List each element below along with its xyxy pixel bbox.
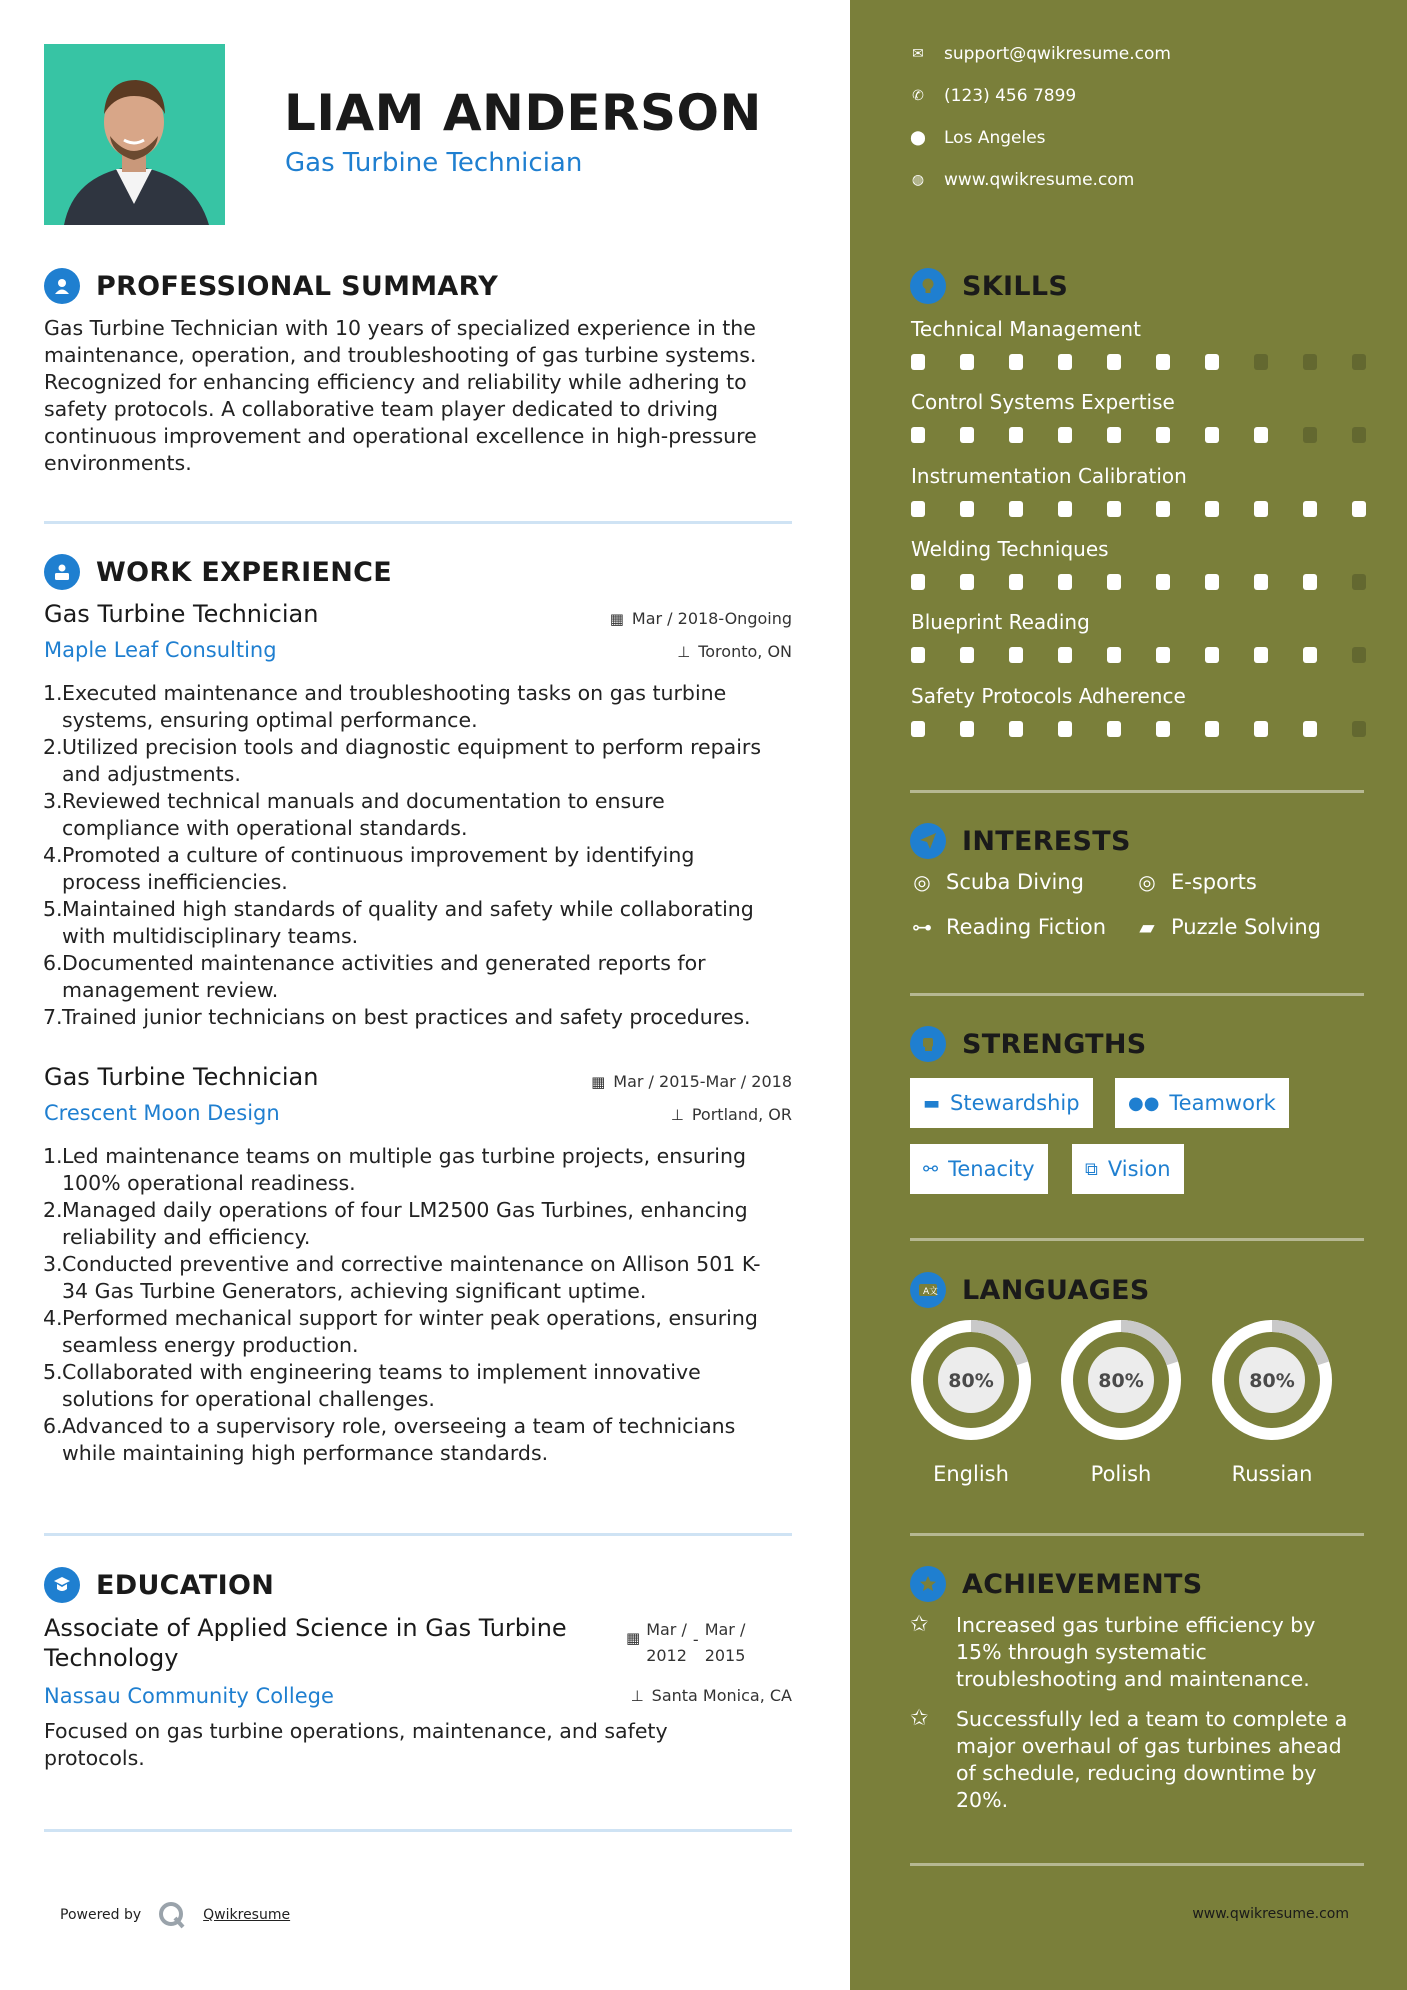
job-location: ⊥ Toronto, ON	[677, 642, 792, 661]
interest-item: ◎ E-sports	[1135, 870, 1257, 894]
list-item: 2. Utilized precision tools and diagnostic equipment to perform repairs and adjustments.	[43, 735, 762, 786]
skill-dot	[1107, 501, 1121, 517]
divider	[44, 1829, 792, 1832]
strengths-heading: STRENGTHS	[910, 1026, 1147, 1062]
skill-rating	[911, 501, 1401, 517]
calendar-icon: ▦	[591, 1072, 606, 1091]
skill-dot	[960, 354, 974, 370]
life-ring-icon: ◎	[1138, 870, 1156, 894]
candidate-name: LIAM ANDERSON	[284, 84, 762, 142]
strength-chip: ▬ Stewardship	[910, 1078, 1093, 1128]
candidate-title: Gas Turbine Technician	[285, 148, 583, 178]
skill-dot	[1352, 647, 1366, 663]
skill-dot	[911, 574, 925, 590]
contact-phone[interactable]: ✆ (123) 456 7899	[910, 86, 1076, 106]
language-progress-ring	[909, 1318, 1033, 1442]
book-icon: ▰	[1139, 915, 1155, 939]
skill-rating	[911, 647, 1401, 663]
strength-chip: ⚯ Tenacity	[910, 1144, 1048, 1194]
skill-dot	[911, 501, 925, 517]
job-dates: ▦ Mar / 2015-Mar / 2018	[591, 1072, 792, 1091]
achievement-item: ✩ Successfully led a team to complete a major overhaul of gas turbines ahead of schedule, reducing downtime by 20%.	[910, 1706, 1348, 1812]
star-icon: ✩	[910, 1706, 929, 1731]
skill-dot	[1352, 721, 1366, 737]
skill-dot	[1303, 647, 1317, 663]
skill-dot	[1156, 354, 1170, 370]
experience-heading: WORK EXPERIENCE	[44, 554, 392, 590]
skill-dot	[1009, 721, 1023, 737]
skill-dot	[960, 574, 974, 590]
skill-dot	[1156, 574, 1170, 590]
divider	[910, 790, 1364, 793]
paper-plane-icon	[910, 823, 946, 859]
divider	[910, 993, 1364, 996]
skill-name: Welding Techniques	[911, 537, 1109, 561]
degree-title: Associate of Applied Science in Gas Turbine Technology	[44, 1614, 567, 1672]
skill-dot	[1058, 501, 1072, 517]
list-item: 6. Advanced to a supervisory role, overseeing a team of technicians while maintaining high performance standards.	[43, 1414, 736, 1465]
summary-heading: PROFESSIONAL SUMMARY	[44, 268, 498, 304]
star-badge-icon	[910, 1566, 946, 1602]
language-name: English	[933, 1462, 1009, 1486]
life-ring-icon: ◎	[913, 870, 931, 894]
skill-dot	[1009, 574, 1023, 590]
skill-rating	[911, 354, 1401, 370]
company-name: Crescent Moon Design	[44, 1101, 280, 1125]
language-progress-ring	[1059, 1318, 1183, 1442]
profile-photo	[44, 44, 225, 225]
skill-dot	[911, 354, 925, 370]
phone-icon: ✆	[912, 88, 924, 104]
job-location: ⊥ Portland, OR	[670, 1105, 792, 1124]
skill-dot	[1254, 647, 1268, 663]
job-dates: ▦ Mar / 2018-Ongoing	[609, 609, 792, 628]
skill-rating	[911, 427, 1401, 443]
skill-dot	[1303, 354, 1317, 370]
skill-dot	[1205, 427, 1219, 443]
skill-dot	[1058, 427, 1072, 443]
envelope-icon: ✉	[912, 46, 924, 62]
calendar-icon: ▦	[626, 1629, 641, 1647]
skill-dot	[1058, 647, 1072, 663]
skills-heading: SKILLS	[910, 268, 1068, 304]
skill-dot	[960, 721, 974, 737]
skill-dot	[1009, 501, 1023, 517]
language-percent: 80%	[1249, 1370, 1295, 1392]
job-title: Gas Turbine Technician	[44, 600, 319, 628]
skill-dot	[1009, 427, 1023, 443]
interests-heading: INTERESTS	[910, 823, 1131, 859]
strength-chip: ⧉ Vision	[1072, 1144, 1184, 1194]
language-name: Polish	[1090, 1462, 1152, 1486]
skill-name: Instrumentation Calibration	[911, 464, 1187, 488]
skill-dot	[1107, 574, 1121, 590]
skill-dot	[1058, 721, 1072, 737]
skill-dot	[1352, 354, 1366, 370]
interest-item: ▰ Puzzle Solving	[1135, 915, 1321, 939]
skill-dot	[911, 721, 925, 737]
skill-dot	[1107, 647, 1121, 663]
list-item: 4. Performed mechanical support for winter peak operations, ensuring seamless energy production.	[43, 1306, 758, 1357]
list-item: 4. Promoted a culture of continuous improvement by identifying process inefficiencies.	[43, 843, 695, 894]
footer-website[interactable]: www.qwikresume.com	[1192, 1906, 1349, 1922]
briefcase-user-icon	[44, 554, 80, 590]
qwikresume-logo-icon	[157, 1900, 187, 1930]
skill-dot	[1352, 427, 1366, 443]
divider	[44, 1533, 792, 1536]
skill-dot	[1205, 574, 1219, 590]
binoculars-icon: ⧉	[1085, 1158, 1098, 1180]
skill-dot	[1254, 501, 1268, 517]
skill-dot	[1205, 501, 1219, 517]
job-duties	[44, 1143, 834, 1467]
users-icon: ●●	[1128, 1092, 1160, 1114]
skill-dot	[1352, 574, 1366, 590]
divider	[910, 1533, 1364, 1536]
map-marker-icon: ⬤	[910, 130, 926, 146]
skill-dot	[1254, 574, 1268, 590]
list-item: 7. Trained junior technicians on best practices and safety procedures.	[43, 1005, 751, 1029]
list-item: 1. Led maintenance teams on multiple gas turbine projects, ensuring 100% operational readiness.	[43, 1144, 747, 1195]
skill-dot	[1254, 427, 1268, 443]
skill-name: Technical Management	[911, 317, 1141, 341]
language-item	[1059, 1318, 1183, 1486]
school-name: Nassau Community College	[44, 1684, 334, 1708]
skill-name: Blueprint Reading	[911, 610, 1090, 634]
job-duties	[44, 680, 834, 1031]
education-dates: ▦ Mar / 2012 - Mar / 2015	[626, 1620, 746, 1665]
svg-text:A: A	[923, 1287, 930, 1297]
graduate-icon	[44, 1567, 80, 1603]
skill-dot	[911, 427, 925, 443]
skill-dot	[1156, 721, 1170, 737]
list-item: 5. Collaborated with engineering teams to implement innovative solutions for operational challenges.	[43, 1360, 701, 1411]
language-name: Russian	[1231, 1462, 1313, 1486]
job-title: Gas Turbine Technician	[44, 1063, 319, 1091]
divider	[44, 521, 792, 524]
skill-name: Control Systems Expertise	[911, 390, 1175, 414]
pin-icon: ⊥	[670, 1105, 684, 1124]
contact-email[interactable]: ✉ support@qwikresume.com	[910, 44, 1171, 64]
skill-dot	[1303, 574, 1317, 590]
skill-dot	[1254, 354, 1268, 370]
list-item: 3. Conducted preventive and corrective maintenance on Allison 501 K- 34 Gas Turbine Generators, achieving significant uptime.	[43, 1252, 761, 1303]
powered-by: Powered by Qwikresume	[60, 1900, 290, 1930]
skill-dot	[1156, 501, 1170, 517]
lightbulb-icon	[910, 268, 946, 304]
interest-item: ⊶ Reading Fiction	[912, 915, 1107, 939]
calendar-icon: ▦	[609, 609, 624, 628]
skill-dot	[1352, 501, 1366, 517]
company-name: Maple Leaf Consulting	[44, 638, 277, 662]
link-icon: ⚯	[923, 1158, 939, 1180]
skill-dot	[1205, 647, 1219, 663]
pin-icon: ⊥	[630, 1686, 644, 1705]
translate-icon	[910, 1272, 946, 1308]
qwikresume-link[interactable]: Qwikresume	[203, 1907, 291, 1923]
contact-location: ⬤ Los Angeles	[910, 128, 1046, 148]
briefcase-icon: ▬	[923, 1092, 941, 1114]
skill-dot	[1303, 427, 1317, 443]
achievements-heading: ACHIEVEMENTS	[910, 1566, 1203, 1602]
languages-heading: A 文 LANGUAGES	[910, 1272, 1150, 1308]
skill-dot	[1205, 721, 1219, 737]
language-item	[1210, 1318, 1334, 1486]
strength-chip: ●● Teamwork	[1115, 1078, 1289, 1128]
skill-rating	[911, 574, 1401, 590]
education-location: ⊥ Santa Monica, CA	[630, 1686, 792, 1705]
globe-icon: ◍	[911, 172, 925, 188]
fist-icon	[910, 1026, 946, 1062]
pin-icon: ⊥	[677, 642, 691, 661]
skill-dot	[1058, 574, 1072, 590]
skill-dot	[1107, 427, 1121, 443]
language-progress-ring	[1210, 1318, 1334, 1442]
skill-dot	[1107, 721, 1121, 737]
divider	[910, 1238, 1364, 1241]
education-description: Focused on gas turbine operations, maintenance, and safety protocols.	[44, 1719, 668, 1770]
skill-dot	[1303, 501, 1317, 517]
user-icon	[44, 268, 80, 304]
skill-dot	[1009, 354, 1023, 370]
skill-dot	[1303, 721, 1317, 737]
list-item: 3. Reviewed technical manuals and documentation to ensure compliance with operational standards.	[43, 789, 665, 840]
skill-dot	[1254, 721, 1268, 737]
divider	[910, 1863, 1364, 1866]
skill-dot	[1156, 427, 1170, 443]
summary-text: Gas Turbine Technician with 10 years of specialized experience in the maintenance, operation, and troubleshooting of gas turbine systems. Recognized for enhancing efficiency and reliability while adhering to safety protocols. A collaborative team player dedicated to driving continuous improvement and operational excellence in high-pressure environments.	[44, 316, 757, 475]
education-heading: EDUCATION	[44, 1567, 274, 1603]
svg-text:文: 文	[929, 1287, 939, 1297]
skill-dot	[1205, 354, 1219, 370]
interest-item: ◎ Scuba Diving	[910, 870, 1084, 894]
language-item	[909, 1318, 1033, 1486]
skill-dot	[1058, 354, 1072, 370]
skill-rating	[911, 721, 1401, 737]
skill-dot	[960, 501, 974, 517]
list-item: 2. Managed daily operations of four LM2500 Gas Turbines, enhancing reliability and efficiency.	[43, 1198, 748, 1249]
skill-dot	[911, 647, 925, 663]
skill-dot	[960, 647, 974, 663]
list-item: 6. Documented maintenance activities and generated reports for management review.	[43, 951, 706, 1002]
contact-website[interactable]: ◍ www.qwikresume.com	[911, 170, 1135, 190]
skill-dot	[960, 427, 974, 443]
list-item: 5. Maintained high standards of quality and safety while collaborating with multidisciplinary teams.	[43, 897, 754, 948]
language-percent: 80%	[948, 1370, 994, 1392]
achievement-item: ✩ Increased gas turbine efficiency by 15% through systematic troubleshooting and maintenance.	[910, 1612, 1316, 1691]
gamepad-icon: ⊶	[912, 915, 932, 939]
star-icon: ✩	[910, 1612, 929, 1637]
skill-name: Safety Protocols Adherence	[911, 684, 1186, 708]
skill-dot	[1009, 647, 1023, 663]
skill-dot	[1156, 647, 1170, 663]
skill-dot	[1107, 354, 1121, 370]
language-percent: 80%	[1098, 1370, 1144, 1392]
list-item: 1. Executed maintenance and troubleshooting tasks on gas turbine systems, ensuring optimal performance.	[43, 681, 727, 732]
